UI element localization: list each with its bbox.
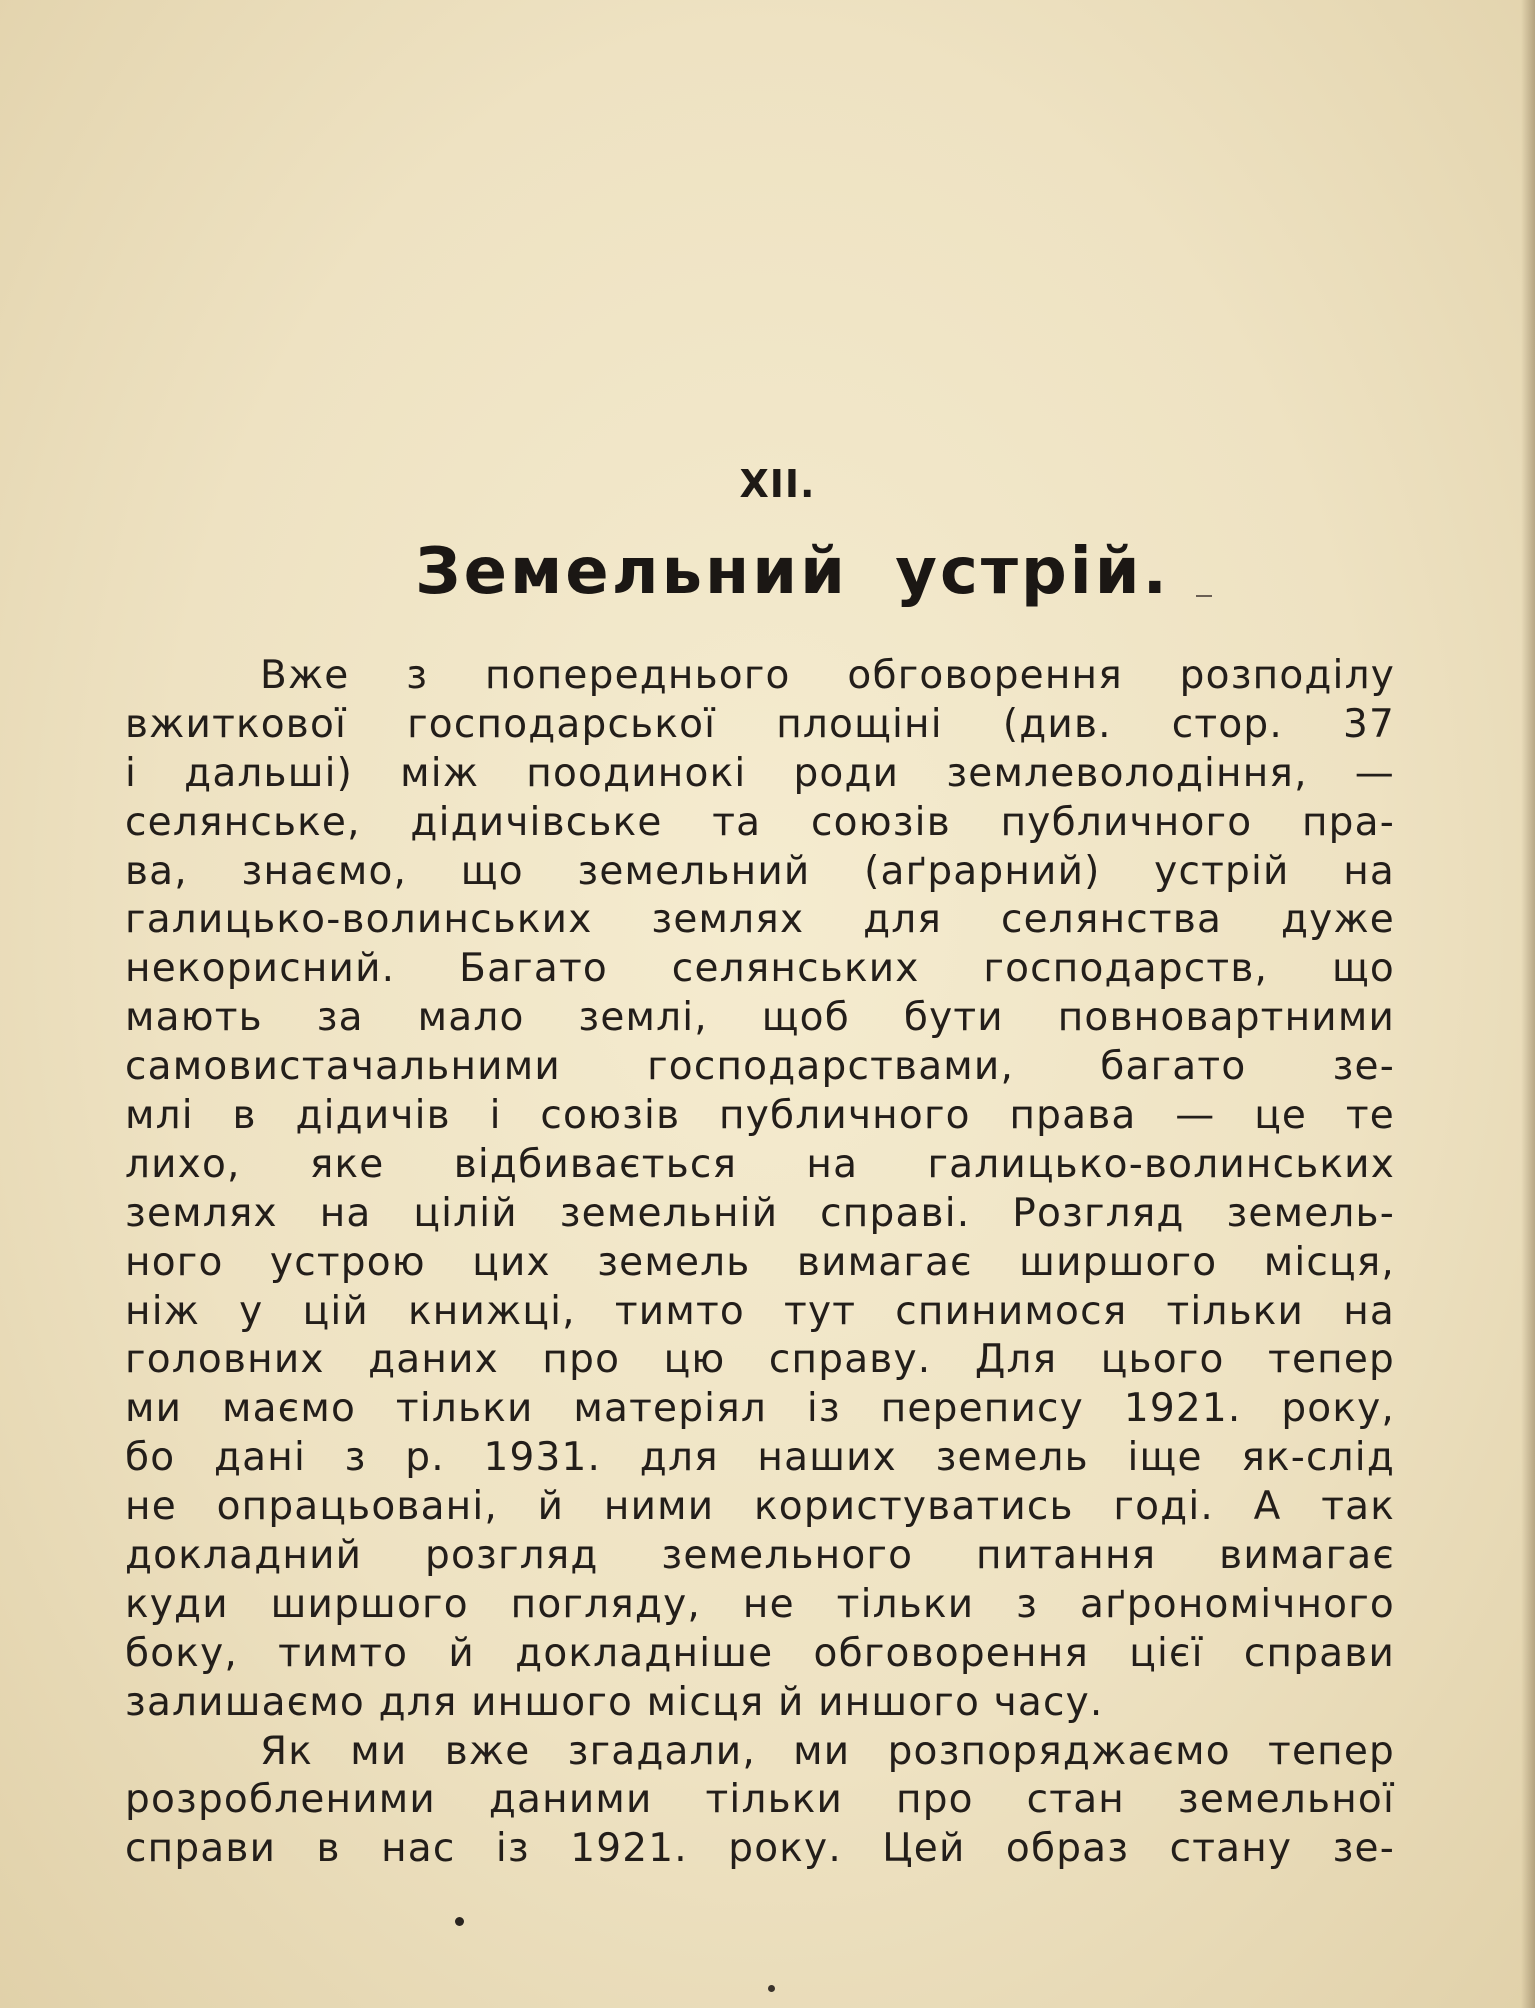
text-line: справи в нас із 1921. року. Цей образ стану зе- — [125, 1826, 1395, 1872]
page-edge-shadow — [1521, 0, 1535, 2008]
text-line: докладний розгляд земельного питання вимагає — [125, 1533, 1395, 1579]
text-line: землях на цілій земельній справі. Розгляд земель- — [125, 1190, 1395, 1236]
text-line: вжиткової господарської площіні (див. стор. 37 — [125, 701, 1395, 747]
ink-dot — [455, 1917, 464, 1926]
text-line: і дальші) між поодинокі роди землеволодіння, — — [125, 750, 1395, 796]
text-line: некорисний. Багато селянських господарств, що — [125, 946, 1395, 992]
text-line: Як ми вже згадали, ми розпоряджаємо тепер — [260, 1728, 1395, 1774]
chapter-title: Земельний устрій. — [415, 535, 1170, 609]
text-line: не опрацьовані, й ними користуватись годі. А так — [125, 1484, 1395, 1530]
text-line: млі в дідичів і союзів публичного права — це те — [125, 1093, 1395, 1139]
text-line: бо дані з р. 1931. для наших земель іще як-слід — [125, 1435, 1395, 1481]
text-line: Вже з попереднього обговорення розподілу — [260, 653, 1395, 698]
print-speck — [1196, 595, 1212, 597]
text-line: розробленими даними тільки про стан земельної — [125, 1777, 1395, 1823]
chapter-number: XII. — [739, 462, 816, 506]
text-line: самовистачальними господарствами, багато зе- — [125, 1044, 1395, 1090]
text-line: селянське, дідичівське та союзів публичного пра- — [125, 799, 1395, 845]
text-line: галицько-волинських землях для селянства дуже — [125, 897, 1395, 943]
text-line: лихо, яке відбивається на галицько-волинських — [125, 1141, 1395, 1187]
text-line: ми маємо тільки матеріял із перепису 1921. року, — [125, 1386, 1395, 1432]
body-text — [125, 652, 1395, 1874]
text-line: головних даних про цю справу. Для цього тепер — [125, 1337, 1395, 1383]
text-line: мають за мало землі, щоб бути повновартними — [125, 995, 1395, 1041]
text-line: залишаємо для иншого місця й иншого часу. — [125, 1679, 1104, 1725]
text-line: ного устрою цих земель вимагає ширшого місця, — [125, 1239, 1395, 1285]
text-line: ніж у цій книжці, тимто тут спинимося тільки на — [125, 1288, 1395, 1334]
text-line: боку, тимто й докладніше обговорення цієї справи — [125, 1630, 1395, 1676]
text-line: ва, знаємо, що земельний (аґрарний) устрій на — [125, 848, 1395, 894]
ink-dot — [768, 1985, 775, 1992]
text-line: куди ширшого погляду, не тільки з аґрономічного — [125, 1581, 1395, 1627]
